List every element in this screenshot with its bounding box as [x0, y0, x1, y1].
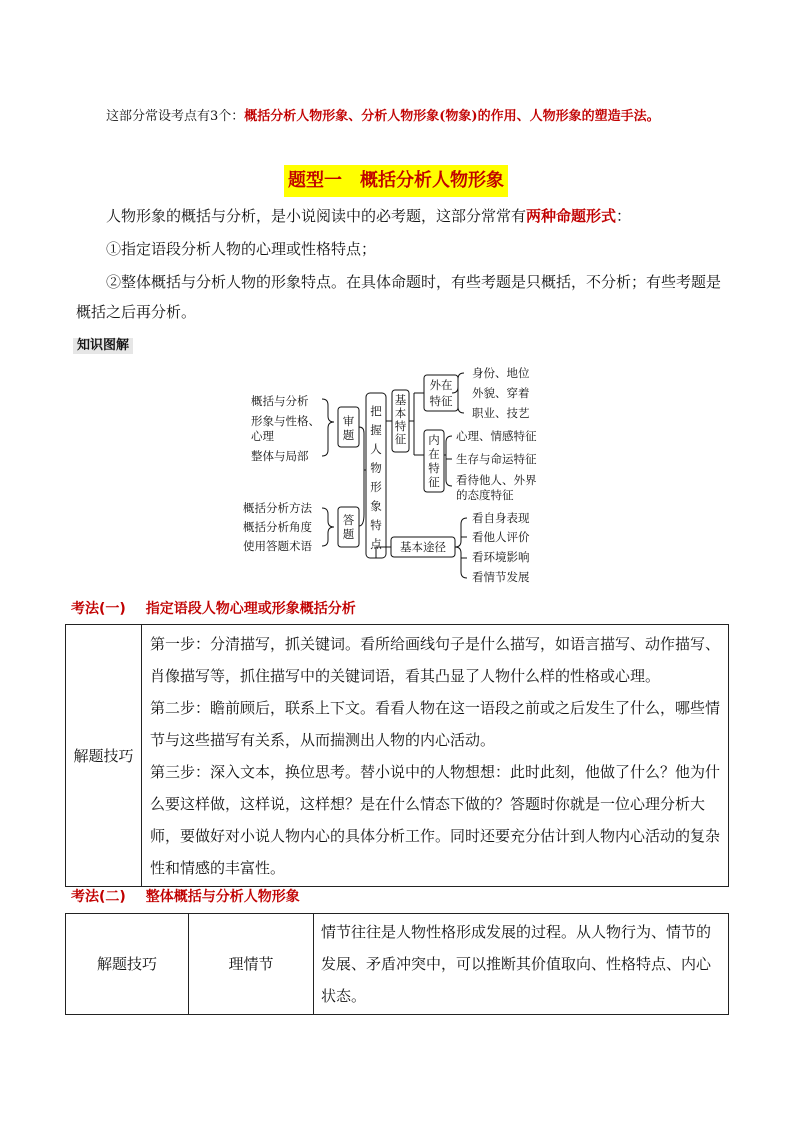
inner-item-1: 心理、情感特征	[456, 429, 537, 443]
intro-lead: 这部分常设考点有3个：	[106, 109, 245, 124]
technique-table-1	[65, 624, 729, 887]
kaofa-1-title: 指定语段人物心理或形象概括分析	[145, 601, 356, 617]
para-intro-emphasis: 两种命题形式	[526, 207, 617, 225]
kaofa-2-heading	[71, 887, 300, 907]
table1-step1: 第一步：分清描写，抓关键词。看所给画线句子是什么描写，如语言描写、动作描写、肖像描写等，抓住描写中的关键词语，看其凸显了人物什么样的性格或心理。	[150, 635, 721, 685]
inner-label: 内在特征	[428, 433, 440, 489]
center-label: 把握人物形象特点	[370, 404, 382, 551]
basic-way-label: 基本途径	[400, 540, 446, 554]
intro-points: 概括分析人物形象、分析人物形象(物象)的作用、人物形象的塑造手法。	[244, 109, 660, 124]
diagram-left-top-3: 心理	[251, 429, 274, 443]
diagram-left-top-4: 整体与局部	[251, 449, 309, 463]
table1-step2: 第二步：瞻前顾后，联系上下文。看看人物在这一语段之前或之后发生了什么，哪些情节与这些描写有关系，从而揣测出人物的内心活动。	[150, 699, 721, 749]
list-item-2: ②整体概括与分析人物的形象特点。在具体命题时，有些考题是只概括，不分析；有些考题是概括之后再分析。	[76, 273, 722, 321]
way-item-4: 看情节发展	[472, 570, 530, 584]
table2-sub: 理情节	[189, 914, 314, 1015]
outer-item-3: 职业、技艺	[472, 406, 530, 420]
inner-item-3: 看待他人、外界	[456, 473, 537, 487]
knowledge-tag: 知识图解	[73, 338, 133, 354]
table2-label: 解题技巧	[66, 914, 189, 1015]
bracket-top-left	[322, 399, 334, 456]
diagram-left-bottom-1: 概括分析方法	[243, 501, 312, 515]
diagram-left-bottom-2: 概括分析角度	[243, 520, 312, 534]
section-title: 题型一 概括分析人物形象	[284, 165, 508, 197]
list-item-1: ①指定语段分析人物的心理或性格特点；	[106, 240, 377, 258]
kaofa-1-label: 考法(一)	[71, 601, 126, 617]
kaofa-2-title: 整体概括与分析人物形象	[145, 889, 300, 905]
table1-body	[142, 625, 729, 887]
outer-item-2: 外貌、穿着	[472, 386, 530, 400]
inner-item-2: 生存与命运特征	[456, 452, 537, 466]
shenti-label: 审题	[342, 414, 355, 442]
bracket-bottom-left	[322, 508, 334, 546]
diagram-left-top-1: 概括与分析	[251, 394, 309, 408]
kaofa-1-heading	[71, 599, 356, 619]
outer-label: 外在特征	[429, 378, 453, 408]
para-intro-end: ：	[616, 207, 632, 225]
technique-table-2	[65, 913, 729, 1015]
kaofa-2-label: 考法(二)	[71, 889, 126, 905]
table1-step3: 第三步：深入文本，换位思考。替小说中的人物想想：此时此刻，他做了什么？他为什么要这样做，这样说，这样想？是在什么情态下做的？答题时你就是一位心理分析大师，要做好对小说人物内心的具体分析工作。同时还要充分估计到人物内心活动的复杂性和情感的丰富性。	[150, 763, 721, 877]
way-item-3: 看环境影响	[472, 550, 530, 564]
para-intro-text: 人物形象的概括与分析，是小说阅读中的必考题，这部分常常有	[106, 207, 527, 225]
dati-label: 答题	[342, 513, 355, 541]
way-item-1: 看自身表现	[472, 511, 530, 525]
diagram-left-top-2: 形象与性格、	[251, 414, 320, 428]
basic-feature-label: 基本特征	[394, 393, 407, 446]
outer-item-1: 身份、地位	[472, 366, 530, 380]
way-item-2: 看他人评价	[472, 530, 530, 544]
table1-label: 解题技巧	[66, 625, 142, 887]
inner-item-4: 的态度特征	[456, 488, 514, 502]
table2-text: 情节往往是人物性格形成发展的过程。从人物行为、情节的发展、矛盾冲突中，可以推断其价值取向、性格特点、内心状态。	[314, 914, 729, 1015]
diagram-left-bottom-3: 使用答题术语	[243, 539, 312, 553]
